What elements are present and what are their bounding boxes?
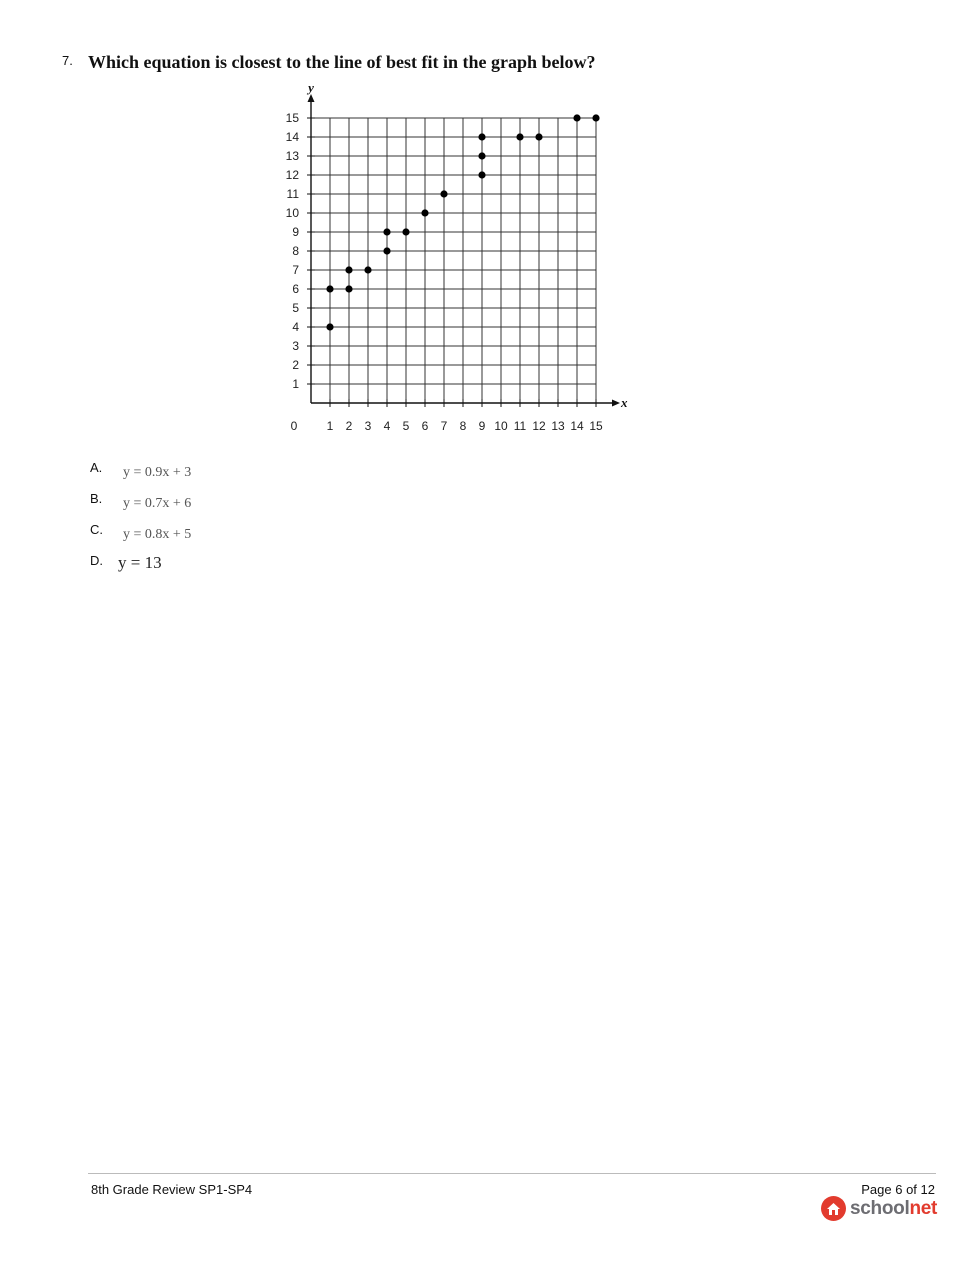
x-tick-label: 2 xyxy=(345,419,353,433)
y-tick-label: 1 xyxy=(292,377,299,391)
y-tick-label: 6 xyxy=(292,282,299,296)
x-tick-label: 12 xyxy=(532,419,546,433)
y-tick-label: 4 xyxy=(292,320,299,334)
data-point xyxy=(326,323,333,330)
y-tick-label: 5 xyxy=(292,301,299,315)
footer-title: 8th Grade Review SP1-SP4 xyxy=(91,1182,253,1197)
house-icon xyxy=(821,1196,846,1221)
data-point xyxy=(345,285,352,292)
x-tick-label: 7 xyxy=(440,419,448,433)
x-tick-label: 5 xyxy=(402,419,410,433)
data-point xyxy=(402,228,409,235)
x-axis-label: x xyxy=(621,395,628,410)
data-point xyxy=(440,190,447,197)
y-tick-label: 10 xyxy=(285,206,299,220)
y-tick-label: 3 xyxy=(292,339,299,353)
x-tick-label: 8 xyxy=(459,419,467,433)
data-point xyxy=(478,133,485,140)
x-tick-label: 11 xyxy=(513,419,527,433)
footer-divider xyxy=(88,1173,936,1174)
x-tick-label: 10 xyxy=(494,419,508,433)
logo-text: schoolnet xyxy=(850,1197,938,1219)
x-tick-label: 14 xyxy=(570,419,584,433)
y-axis-label: y xyxy=(308,80,314,95)
x-tick-label: 13 xyxy=(551,419,565,433)
data-point xyxy=(383,247,390,254)
data-point xyxy=(478,152,485,159)
option-a-letter[interactable]: A. xyxy=(90,460,103,475)
x-tick-label: 1 xyxy=(326,419,334,433)
y-tick-label: 12 xyxy=(285,168,299,182)
x-tick-label: 3 xyxy=(364,419,372,433)
y-tick-label: 11 xyxy=(286,187,299,201)
option-b-text[interactable]: y = 0.7x + 6 xyxy=(123,496,192,511)
data-point xyxy=(326,285,333,292)
option-d-letter[interactable]: D. xyxy=(90,553,103,568)
y-tick-label: 7 xyxy=(292,263,299,277)
option-d-text[interactable]: y = 13 xyxy=(118,553,162,572)
x-axis-arrow xyxy=(612,400,620,407)
x-tick-label: 9 xyxy=(478,419,486,433)
option-a-text[interactable]: y = 0.9x + 3 xyxy=(123,465,192,480)
y-tick-label: 9 xyxy=(292,225,299,239)
y-tick-label: 8 xyxy=(292,244,299,258)
origin-label: 0 xyxy=(290,419,298,433)
y-tick-label: 15 xyxy=(285,111,299,125)
data-point xyxy=(535,133,542,140)
schoolnet-logo xyxy=(821,1196,937,1221)
option-b-letter[interactable]: B. xyxy=(90,491,103,506)
y-tick-label: 2 xyxy=(292,358,299,372)
data-point xyxy=(573,114,580,121)
x-tick-label: 15 xyxy=(589,419,603,433)
data-point xyxy=(478,171,485,178)
scatter-graph xyxy=(270,80,640,456)
question-number: 7. xyxy=(62,53,73,68)
data-point xyxy=(421,209,428,216)
page-number: Page 6 of 12 xyxy=(861,1182,935,1197)
data-point xyxy=(345,266,352,273)
x-tick-label: 6 xyxy=(421,419,429,433)
question-text: Which equation is closest to the line of best fit in the graph below? xyxy=(88,52,596,72)
option-c-letter[interactable]: C. xyxy=(90,522,103,537)
data-point xyxy=(516,133,523,140)
option-c-text[interactable]: y = 0.8x + 5 xyxy=(123,527,192,542)
y-tick-label: 14 xyxy=(285,130,299,144)
x-tick-label: 4 xyxy=(383,419,391,433)
y-tick-label: 13 xyxy=(285,149,299,163)
data-point xyxy=(364,266,371,273)
data-point xyxy=(383,228,390,235)
data-point xyxy=(592,114,599,121)
y-axis-arrow xyxy=(308,94,315,102)
